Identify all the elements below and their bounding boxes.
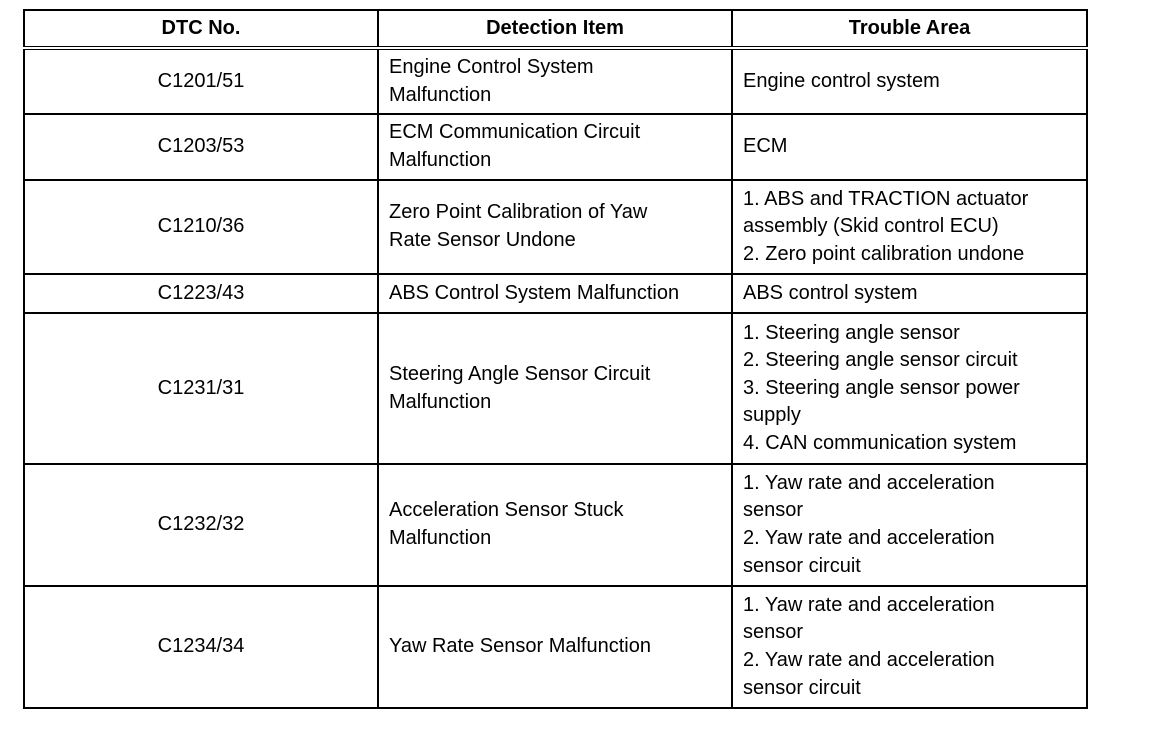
dtc-code-cell: C1223/43 (24, 274, 378, 313)
table-row (24, 274, 1087, 313)
trouble-area-line: 2. Yaw rate and acceleration (743, 649, 995, 671)
trouble-area-line: sensor circuit (743, 676, 861, 699)
dtc-code-cell: C1231/31 (24, 313, 378, 464)
trouble-area-cell (732, 586, 1087, 708)
trouble-area-line: 2. Yaw rate and acceleration (743, 527, 995, 549)
trouble-area-cell (732, 464, 1087, 586)
table-row (24, 180, 1087, 274)
header-dtc-no: DTC No. (24, 10, 378, 48)
table-row (24, 313, 1087, 464)
detection-item-line: Steering Angle Sensor Circuit (389, 362, 651, 385)
trouble-area-line: supply (743, 404, 801, 427)
detection-item-line: Engine Control System (389, 55, 594, 78)
table-row (24, 464, 1087, 586)
dtc-code-cell: C1234/34 (24, 586, 378, 708)
trouble-area-cell (732, 114, 1087, 180)
trouble-area-line: 1. ABS and TRACTION actuator (743, 187, 1029, 210)
dtc-code-cell: C1203/53 (24, 114, 378, 180)
table-row (24, 586, 1087, 708)
detection-item-cell (378, 48, 732, 114)
detection-item-line: ABS Control System Malfunction (389, 281, 680, 304)
trouble-area-line: Engine control system (743, 69, 940, 92)
detection-item-line: Zero Point Calibration of Yaw (389, 201, 648, 224)
table-row (24, 48, 1087, 114)
detection-item-line: Malfunction (389, 527, 492, 549)
detection-item-cell (378, 274, 732, 313)
detection-item-cell (378, 180, 732, 274)
trouble-area-line: sensor circuit (743, 554, 861, 577)
trouble-area-line: 1. Yaw rate and acceleration (743, 471, 995, 494)
trouble-area-line: sensor (743, 499, 804, 522)
detection-item-cell (378, 586, 732, 708)
trouble-area-line: 1. Steering angle sensor (743, 321, 960, 344)
trouble-area-line: ABS control system (743, 281, 918, 304)
detection-item-line: Yaw Rate Sensor Malfunction (389, 635, 651, 658)
detection-item-line: ECM Communication Circuit (389, 121, 641, 144)
trouble-area-line: assembly (Skid control ECU) (743, 215, 999, 238)
dtc-code-cell: C1232/32 (24, 464, 378, 586)
detection-item-cell (378, 464, 732, 586)
table-header-row (24, 10, 1087, 48)
detection-item-line: Malfunction (389, 83, 492, 106)
trouble-area-line: 1. Yaw rate and acceleration (743, 593, 995, 616)
trouble-area-line: 3. Steering angle sensor power (743, 376, 1020, 399)
detection-item-cell (378, 313, 732, 464)
trouble-area-cell (732, 180, 1087, 274)
detection-item-cell (378, 114, 732, 180)
table-row (24, 114, 1087, 180)
dtc-code-cell: C1201/51 (24, 48, 378, 114)
dtc-table (23, 9, 1088, 709)
trouble-area-line: 4. CAN communication system (743, 431, 1017, 454)
header-detection-item: Detection Item (378, 10, 732, 48)
header-trouble-area: Trouble Area (732, 10, 1087, 48)
detection-item-line: Malfunction (389, 390, 492, 413)
trouble-area-line: 2. Steering angle sensor circuit (743, 349, 1018, 372)
detection-item-line: Malfunction (389, 149, 492, 171)
trouble-area-cell (732, 274, 1087, 313)
trouble-area-line: ECM (743, 135, 788, 158)
detection-item-line: Acceleration Sensor Stuck (389, 499, 624, 522)
trouble-area-cell (732, 313, 1087, 464)
trouble-area-line: 2. Zero point calibration undone (743, 242, 1025, 265)
trouble-area-line: sensor (743, 621, 804, 644)
dtc-code-cell: C1210/36 (24, 180, 378, 274)
trouble-area-cell (732, 48, 1087, 114)
detection-item-line: Rate Sensor Undone (389, 229, 576, 251)
